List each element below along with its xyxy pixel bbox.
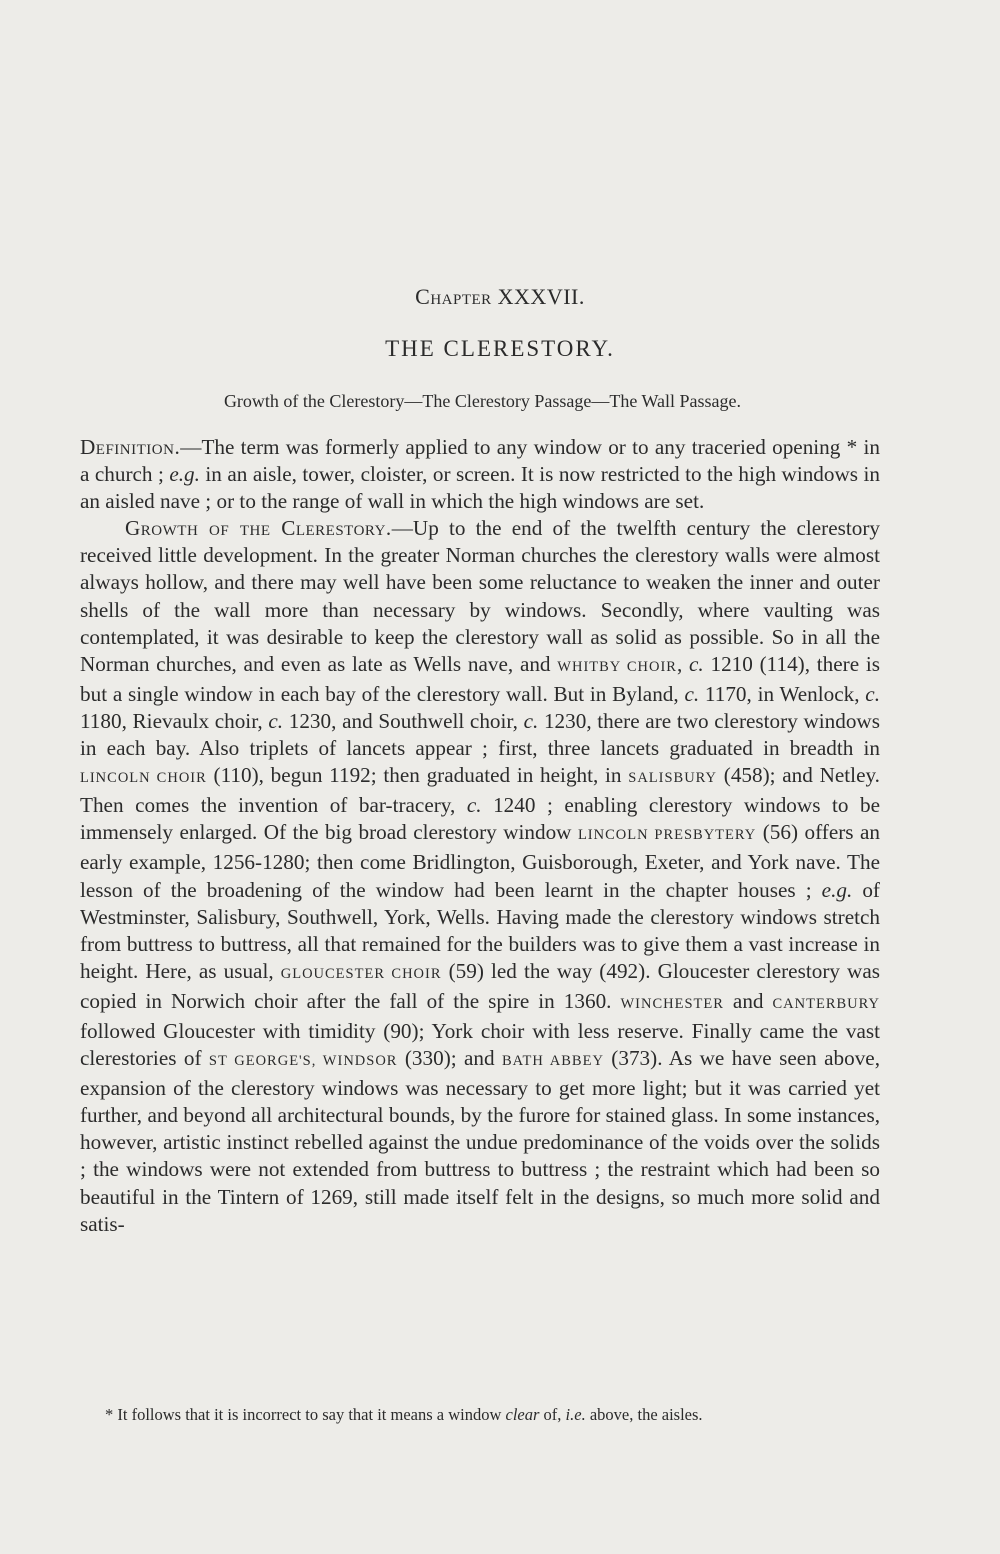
- text-run: 1210 (114), there is but a single window in each bay of the clerestory wall. But in Byland,: [80, 651, 881, 706]
- building-name: LINCOLN PRESBYTERY: [577, 827, 757, 844]
- body-text: [80, 434, 880, 1238]
- text-run: (59) led the way (492). Gloucester clerestory was copied in Norwich choir after the fall of the spire in 1360.: [80, 958, 880, 1013]
- text-run: of Westminster, Salisbury, Southwell, York, Wells. Having made the clerestory windows stretch from buttress to buttress, all that remained for the builders was to give them a vast increase in height. Here, as usual,: [80, 877, 880, 983]
- text-run: (373). As we have seen above, expansion of the clerestory windows was necessary to get more light; but it was carried yet further, and beyond all architectural bounds, by the furore for stained glass. In some instances, however, artistic instinct rebelled against the undue predominance of the voids over the solids ; the windows were not extended from buttress to buttress ; the restraint which had been so beautiful in the Tintern of 1269, still made itself felt in the designs, so much more solid and satis-: [80, 1046, 880, 1236]
- eg-abbrev: e.g.: [169, 462, 200, 487]
- paragraph-definition: [80, 434, 880, 515]
- text-run: 1240 ; enabling clerestory windows to be immensely enlarged. Of the big broad clerestory window: [80, 793, 880, 845]
- chapter-summary: Growth of the Clerestory—The Clerestory Passage—The Wall Passage.: [223, 391, 742, 411]
- text-run: 1230, there are two clerestory windows in each bay. Also triplets of lancets appear ; first, three lancets graduated in breadth in: [80, 708, 880, 761]
- text-run: (56) offers an early example, 1256-1280; then come Bridlington, Guisborough, Exeter, and York nave. The lesson of the broadening of the window had been learnt in the chapter houses ;: [80, 820, 880, 902]
- text-run: (458); and Netley. Then comes the invention of bar-tracery,: [80, 763, 880, 818]
- circa-abbrev: c.: [523, 708, 539, 733]
- text-run: 1230, and Southwell choir,: [283, 708, 524, 733]
- footnote-text: * It follows that it is incorrect to say that it means a window: [105, 1405, 506, 1424]
- text-run: —The term was formerly applied to any window or to any traceried opening * in a church ;: [80, 435, 880, 487]
- building-name: GLOUCESTER CHOIR: [280, 965, 442, 982]
- footnote-text: of,: [539, 1405, 566, 1424]
- text-run: (330); and: [397, 1046, 502, 1071]
- text-run: 1170, in Wenlock,: [699, 681, 866, 706]
- circa-abbrev: c.: [268, 708, 284, 733]
- text-run: ,: [676, 651, 690, 676]
- chapter-number: Chapter XXXVII.: [415, 284, 585, 309]
- chapter-title: THE CLERESTORY.: [385, 336, 615, 361]
- footnote: [105, 1405, 885, 1425]
- building-name: WHITBY CHOIR: [557, 658, 677, 675]
- text-run: in an aisle, tower, cloister, or screen. It is now restricted to the high windows in an aisled nave ; or to the range of wall in which the high windows are set.: [80, 462, 880, 514]
- footnote-text: above, the aisles.: [585, 1405, 703, 1424]
- text-run: (110), begun 1192; then graduated in height, in: [206, 763, 629, 788]
- building-name: CANTERBURY: [772, 995, 881, 1012]
- building-name: WINCHESTER: [620, 995, 724, 1012]
- text-run: —Up to the end of the twelfth century the clerestory received little development. In the greater Norman churches the clerestory walls were almost always hollow, and there may well have been some reluctance to weaken the inner and outer shells of the wall more than necessary by windows. Secondly, where vaulting was contemplated, it was desirable to keep the clerestory wall as solid as possible. So in all the Norman churches, and even as late as Wells nave, and: [80, 516, 881, 676]
- circa-abbrev: c.: [684, 681, 700, 706]
- paragraph-growth: [80, 515, 880, 1237]
- eg-abbrev: e.g.: [821, 877, 853, 902]
- text-run: and: [723, 988, 773, 1013]
- building-name: ST GEORGE'S, WINDSOR: [208, 1053, 398, 1070]
- building-name: SALISBURY: [628, 770, 718, 787]
- building-name: LINCOLN CHOIR: [80, 770, 207, 787]
- text-run: followed Gloucester with timidity (90); York choir with less reserve. Finally came the vast clerestories of: [80, 1018, 880, 1071]
- definition-lead: Definition.: [80, 435, 181, 459]
- footnote-emphasis: clear: [505, 1405, 540, 1424]
- circa-abbrev: c.: [689, 651, 704, 676]
- circa-abbrev: c.: [865, 681, 880, 706]
- footnote-emphasis: i.e.: [565, 1405, 586, 1424]
- text-run: 1180, Rievaulx choir,: [80, 708, 269, 733]
- circa-abbrev: c.: [466, 793, 482, 818]
- building-name: BATH ABBEY: [502, 1053, 604, 1070]
- growth-lead: Growth of the Clerestory.: [125, 516, 392, 541]
